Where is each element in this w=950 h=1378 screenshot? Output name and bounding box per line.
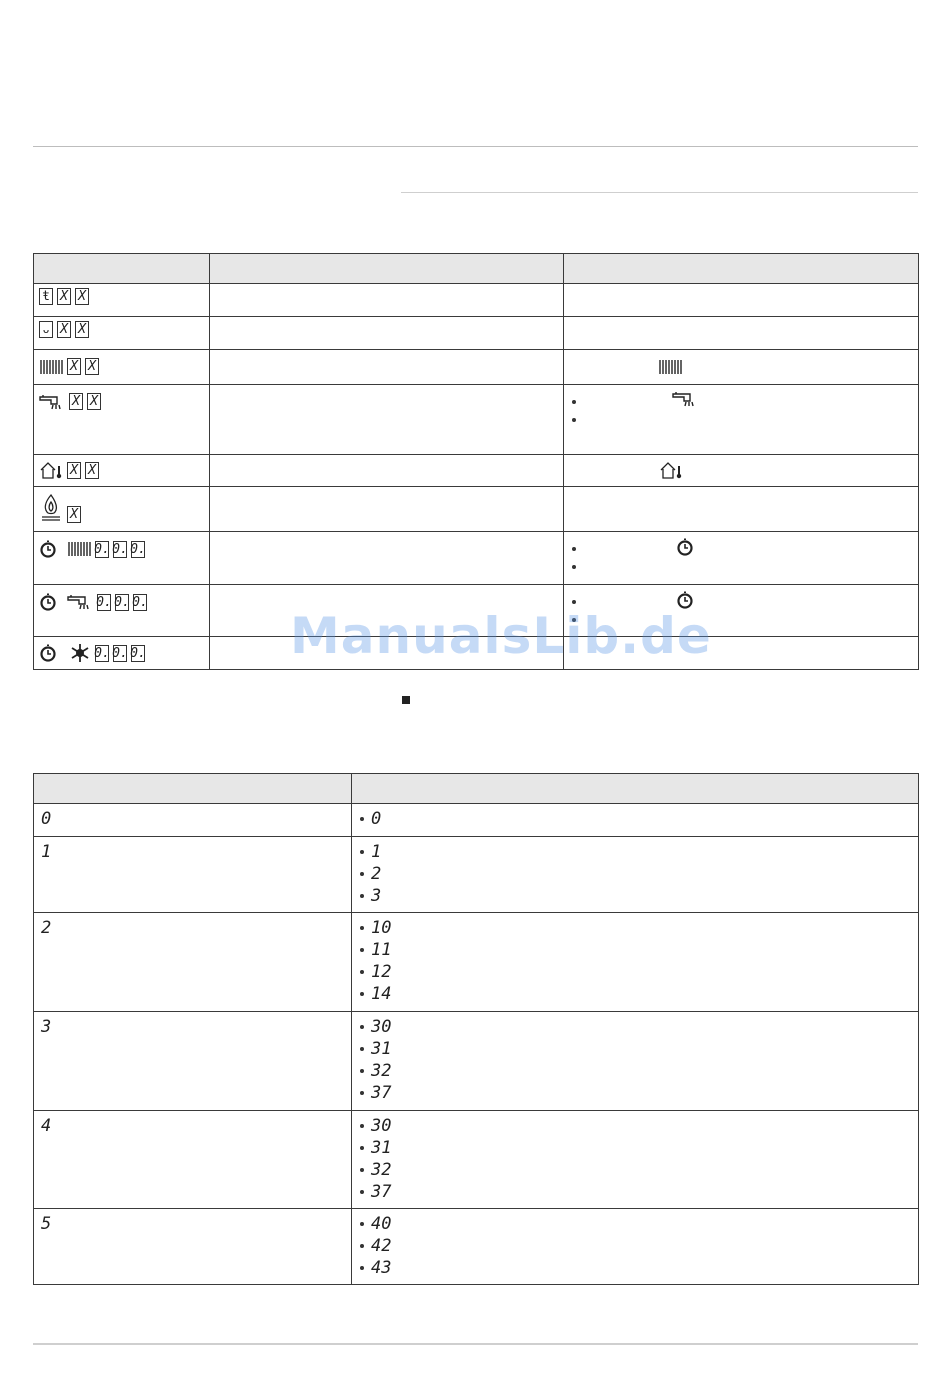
- timer-icon: [39, 644, 57, 662]
- digit-box: 0.: [94, 645, 110, 661]
- digit-box: X: [85, 358, 99, 375]
- top-rule: [33, 146, 918, 147]
- digit-box: X: [69, 393, 83, 410]
- list-item: 37: [360, 1082, 918, 1104]
- table-row: [34, 1209, 919, 1285]
- bullet-list: [564, 385, 918, 429]
- digit-box: X: [57, 288, 71, 305]
- list-item: [572, 411, 918, 429]
- section-end-mark: [402, 696, 410, 704]
- code-value: 1: [41, 842, 52, 862]
- digit-box: X: [87, 393, 101, 410]
- bullet-list: [352, 837, 918, 907]
- digit-box: X: [85, 462, 99, 479]
- list-item: 42: [360, 1235, 918, 1257]
- header-cell: [564, 254, 919, 284]
- digit-box: 0.: [112, 541, 128, 557]
- digit-box: X: [67, 506, 81, 523]
- code-value: 5: [41, 1214, 52, 1234]
- list-item: 31: [360, 1137, 918, 1159]
- list-item: [572, 393, 918, 411]
- house-thermometer-icon: [659, 461, 683, 479]
- table-row: [34, 837, 919, 913]
- list-item: 14: [360, 983, 918, 1005]
- list-item: [572, 540, 918, 558]
- watermark: ManualsLib.de: [290, 607, 712, 665]
- digit-box: X: [67, 462, 81, 479]
- table-row: [34, 317, 919, 350]
- table-row: [34, 284, 919, 317]
- digit-box: X: [57, 321, 71, 338]
- digit-box: 0.: [130, 645, 146, 661]
- table-row: [34, 913, 919, 1012]
- tap-icon: [672, 391, 698, 407]
- digit-box: 0.: [132, 594, 148, 610]
- radiator-icon: [658, 359, 682, 375]
- list-item: [572, 558, 918, 576]
- tap-icon: [67, 594, 93, 610]
- table-header-row: [34, 254, 919, 284]
- bullet-list: [352, 1012, 918, 1104]
- list-item: 31: [360, 1038, 918, 1060]
- list-item: 12: [360, 961, 918, 983]
- list-item: 40: [360, 1213, 918, 1235]
- table-row: [34, 804, 919, 837]
- tap-icon: [39, 394, 65, 410]
- bullet-list: [352, 804, 918, 830]
- list-item: 32: [360, 1060, 918, 1082]
- digit-box: 0.: [96, 594, 112, 610]
- section-rule: [401, 192, 918, 193]
- radiator-icon: [67, 541, 91, 557]
- table-row: [34, 385, 919, 455]
- frost-icon: [69, 643, 91, 663]
- list-item: 11: [360, 939, 918, 961]
- code-value: 3: [41, 1017, 52, 1037]
- table-row: [34, 350, 919, 385]
- table-row: [34, 1012, 919, 1111]
- timer-icon: [39, 593, 57, 611]
- bottom-rule: [33, 1343, 918, 1345]
- table-row: [34, 487, 919, 532]
- bullet-list: [352, 913, 918, 1005]
- bullet-list: [352, 1209, 918, 1279]
- code-value: 2: [41, 918, 52, 938]
- timer-icon: [676, 538, 694, 556]
- list-item: 10: [360, 917, 918, 939]
- bullet-list: [352, 1111, 918, 1203]
- bullet-list: [564, 532, 918, 576]
- code-value: 4: [41, 1116, 52, 1136]
- digit-box: 0.: [130, 541, 146, 557]
- list-item: 1: [360, 841, 918, 863]
- house-thermometer-icon: [39, 461, 63, 479]
- list-item: 30: [360, 1115, 918, 1137]
- digit-box: 0.: [94, 541, 110, 557]
- list-item: 0: [360, 808, 918, 830]
- header-cell: [210, 254, 564, 284]
- t-digit-icon: ŧ: [39, 288, 53, 305]
- table-row: [34, 455, 919, 487]
- header-cell: [352, 774, 919, 804]
- code-value: 0: [41, 809, 52, 829]
- header-cell: [34, 774, 352, 804]
- list-item: 3: [360, 885, 918, 907]
- radiator-icon: [39, 359, 63, 375]
- list-item: 37: [360, 1181, 918, 1203]
- digit-box: X: [75, 288, 89, 305]
- header-cell: [34, 254, 210, 284]
- list-item: 30: [360, 1016, 918, 1038]
- digit-box: 0.: [114, 594, 130, 610]
- list-item: 32: [360, 1159, 918, 1181]
- table-row: [34, 1111, 919, 1209]
- u-digit-icon: ᴗ: [39, 321, 53, 338]
- digit-box: X: [75, 321, 89, 338]
- table-row: [34, 532, 919, 585]
- digit-box: 0.: [112, 645, 128, 661]
- flame-icon: [39, 493, 63, 523]
- codes-table: [33, 773, 919, 1285]
- list-item: 2: [360, 863, 918, 885]
- timer-icon: [39, 540, 57, 558]
- digit-box: X: [67, 358, 81, 375]
- table-header-row: [34, 774, 919, 804]
- list-item: 43: [360, 1257, 918, 1279]
